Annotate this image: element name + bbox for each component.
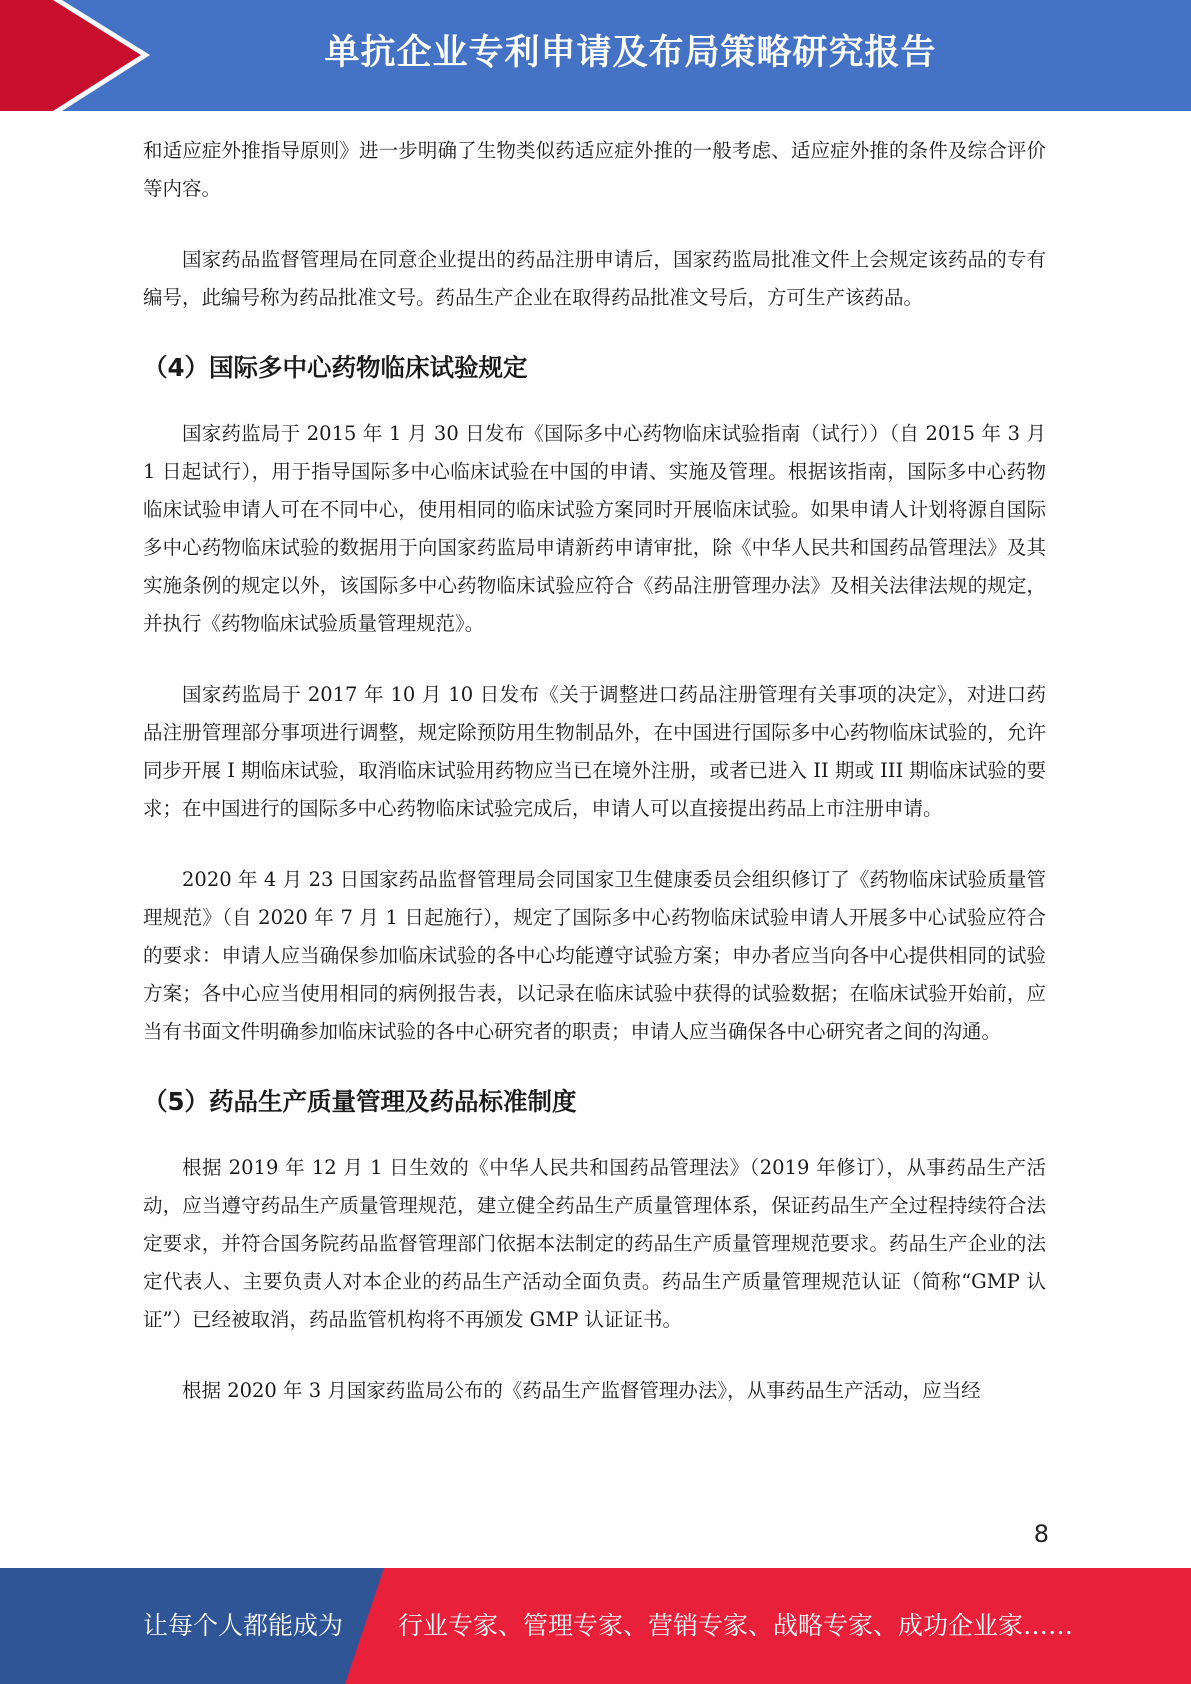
paragraph-continuation: 和适应症外推指导原则》进一步明确了生物类似药适应症外推的一般考虑、适应症外推的条件及综合评价等内容。 xyxy=(143,139,1046,200)
page-footer xyxy=(0,1568,1191,1684)
report-title: 单抗企业专利申请及布局策略研究报告 xyxy=(324,33,937,73)
paragraph-mrct-guideline: 国家药监局于 2015 年 1 月 30 日发布《国际多中心药物临床试验指南（试行））（自 2015 年 3 月 1 日起试行），用于指导国际多中心临床试验在中国的申请、实施及管理。根据该指南，国际多中心药物临床试验申请人可在不同中心，使用相同的临床试验方案同时开展临床试验。如果申请人计划将源自国际多中心药物临床试验的数据用于向国家药监局申请新药申请审批，除《中华人民共和国药品管理法》及其实施条例的规定以外，该国际多中心药物临床试验应符合《药品注册管理办法》及相关法律法规的规定，并执行《药物临床试验质量管理规范》。 xyxy=(143,422,1046,635)
paragraph-production-supervision: 根据 2020 年 3 月国家药监局公布的《药品生产监督管理办法》，从事药品生产活动，应当经 xyxy=(182,1379,981,1402)
page-number: 8 xyxy=(1033,1520,1049,1548)
footer-slogan-right: 行业专家、管理专家、营销专家、战略专家、成功企业家…… xyxy=(398,1611,1074,1640)
paragraph-drug-law: 根据 2019 年 12 月 1 日生效的《中华人民共和国药品管理法》（2019 年修订），从事药品生产活动，应当遵守药品生产质量管理规范，建立健全药品生产质量管理体系，保证药品生产全过程持续符合法定要求，并符合国务院药品监督管理部门依据本法制定的药品生产质量管理规范要求。药品生产企业的法定代表人、主要负责人对本企业的药品生产活动全面负责。药品生产质量管理规范认证（简称“GMP 认证”）已经被取消，药品监管机构将不再颁发 GMP 认证证书。 xyxy=(143,1156,1046,1331)
section-heading-5: （5）药品生产质量管理及药品标准制度 xyxy=(143,1087,577,1116)
page-header xyxy=(0,0,1191,111)
paragraph-gcp-revision: 2020 年 4 月 23 日国家药品监督管理局会同国家卫生健康委员会组织修订了《药物临床试验质量管理规范》（自 2020 年 7 月 1 日起施行），规定了国际多中心药物临床试验申请人开展多中心试验应符合的要求：申请人应当确保参加临床试验的各中心均能遵守试验方案；申办者应当向各中心提供相同的试验方案；各中心应当使用相同的病例报告表，以记录在临床试验中获得的试验数据；在临床试验开始前，应当有书面文件明确参加临床试验的各中心研究者的职责；申请人应当确保各中心研究者之间的沟通。 xyxy=(143,868,1046,1043)
section-heading-4: （4）国际多中心药物临床试验规定 xyxy=(143,353,528,382)
paragraph-approval-number: 国家药品监督管理局在同意企业提出的药品注册申请后，国家药监局批准文件上会规定该药品的专有编号，此编号称为药品批准文号。药品生产企业在取得药品批准文号后，方可生产该药品。 xyxy=(143,248,1046,309)
footer-slogan-left: 让每个人都能成为 xyxy=(143,1611,344,1640)
main-content xyxy=(143,132,1046,1443)
paragraph-import-registration: 国家药监局于 2017 年 10 月 10 日发布《关于调整进口药品注册管理有关事项的决定》，对进口药品注册管理部分事项进行调整，规定除预防用生物制品外，在中国进行国际多中心药物临床试验的，允许同步开展 I 期临床试验，取消临床试验用药物应当已在境外注册，或者已进入 II 期或 III 期临床试验的要求；在中国进行的国际多中心药物临床试验完成后，申请人可以直接提出药品上市注册申请。 xyxy=(143,683,1046,820)
